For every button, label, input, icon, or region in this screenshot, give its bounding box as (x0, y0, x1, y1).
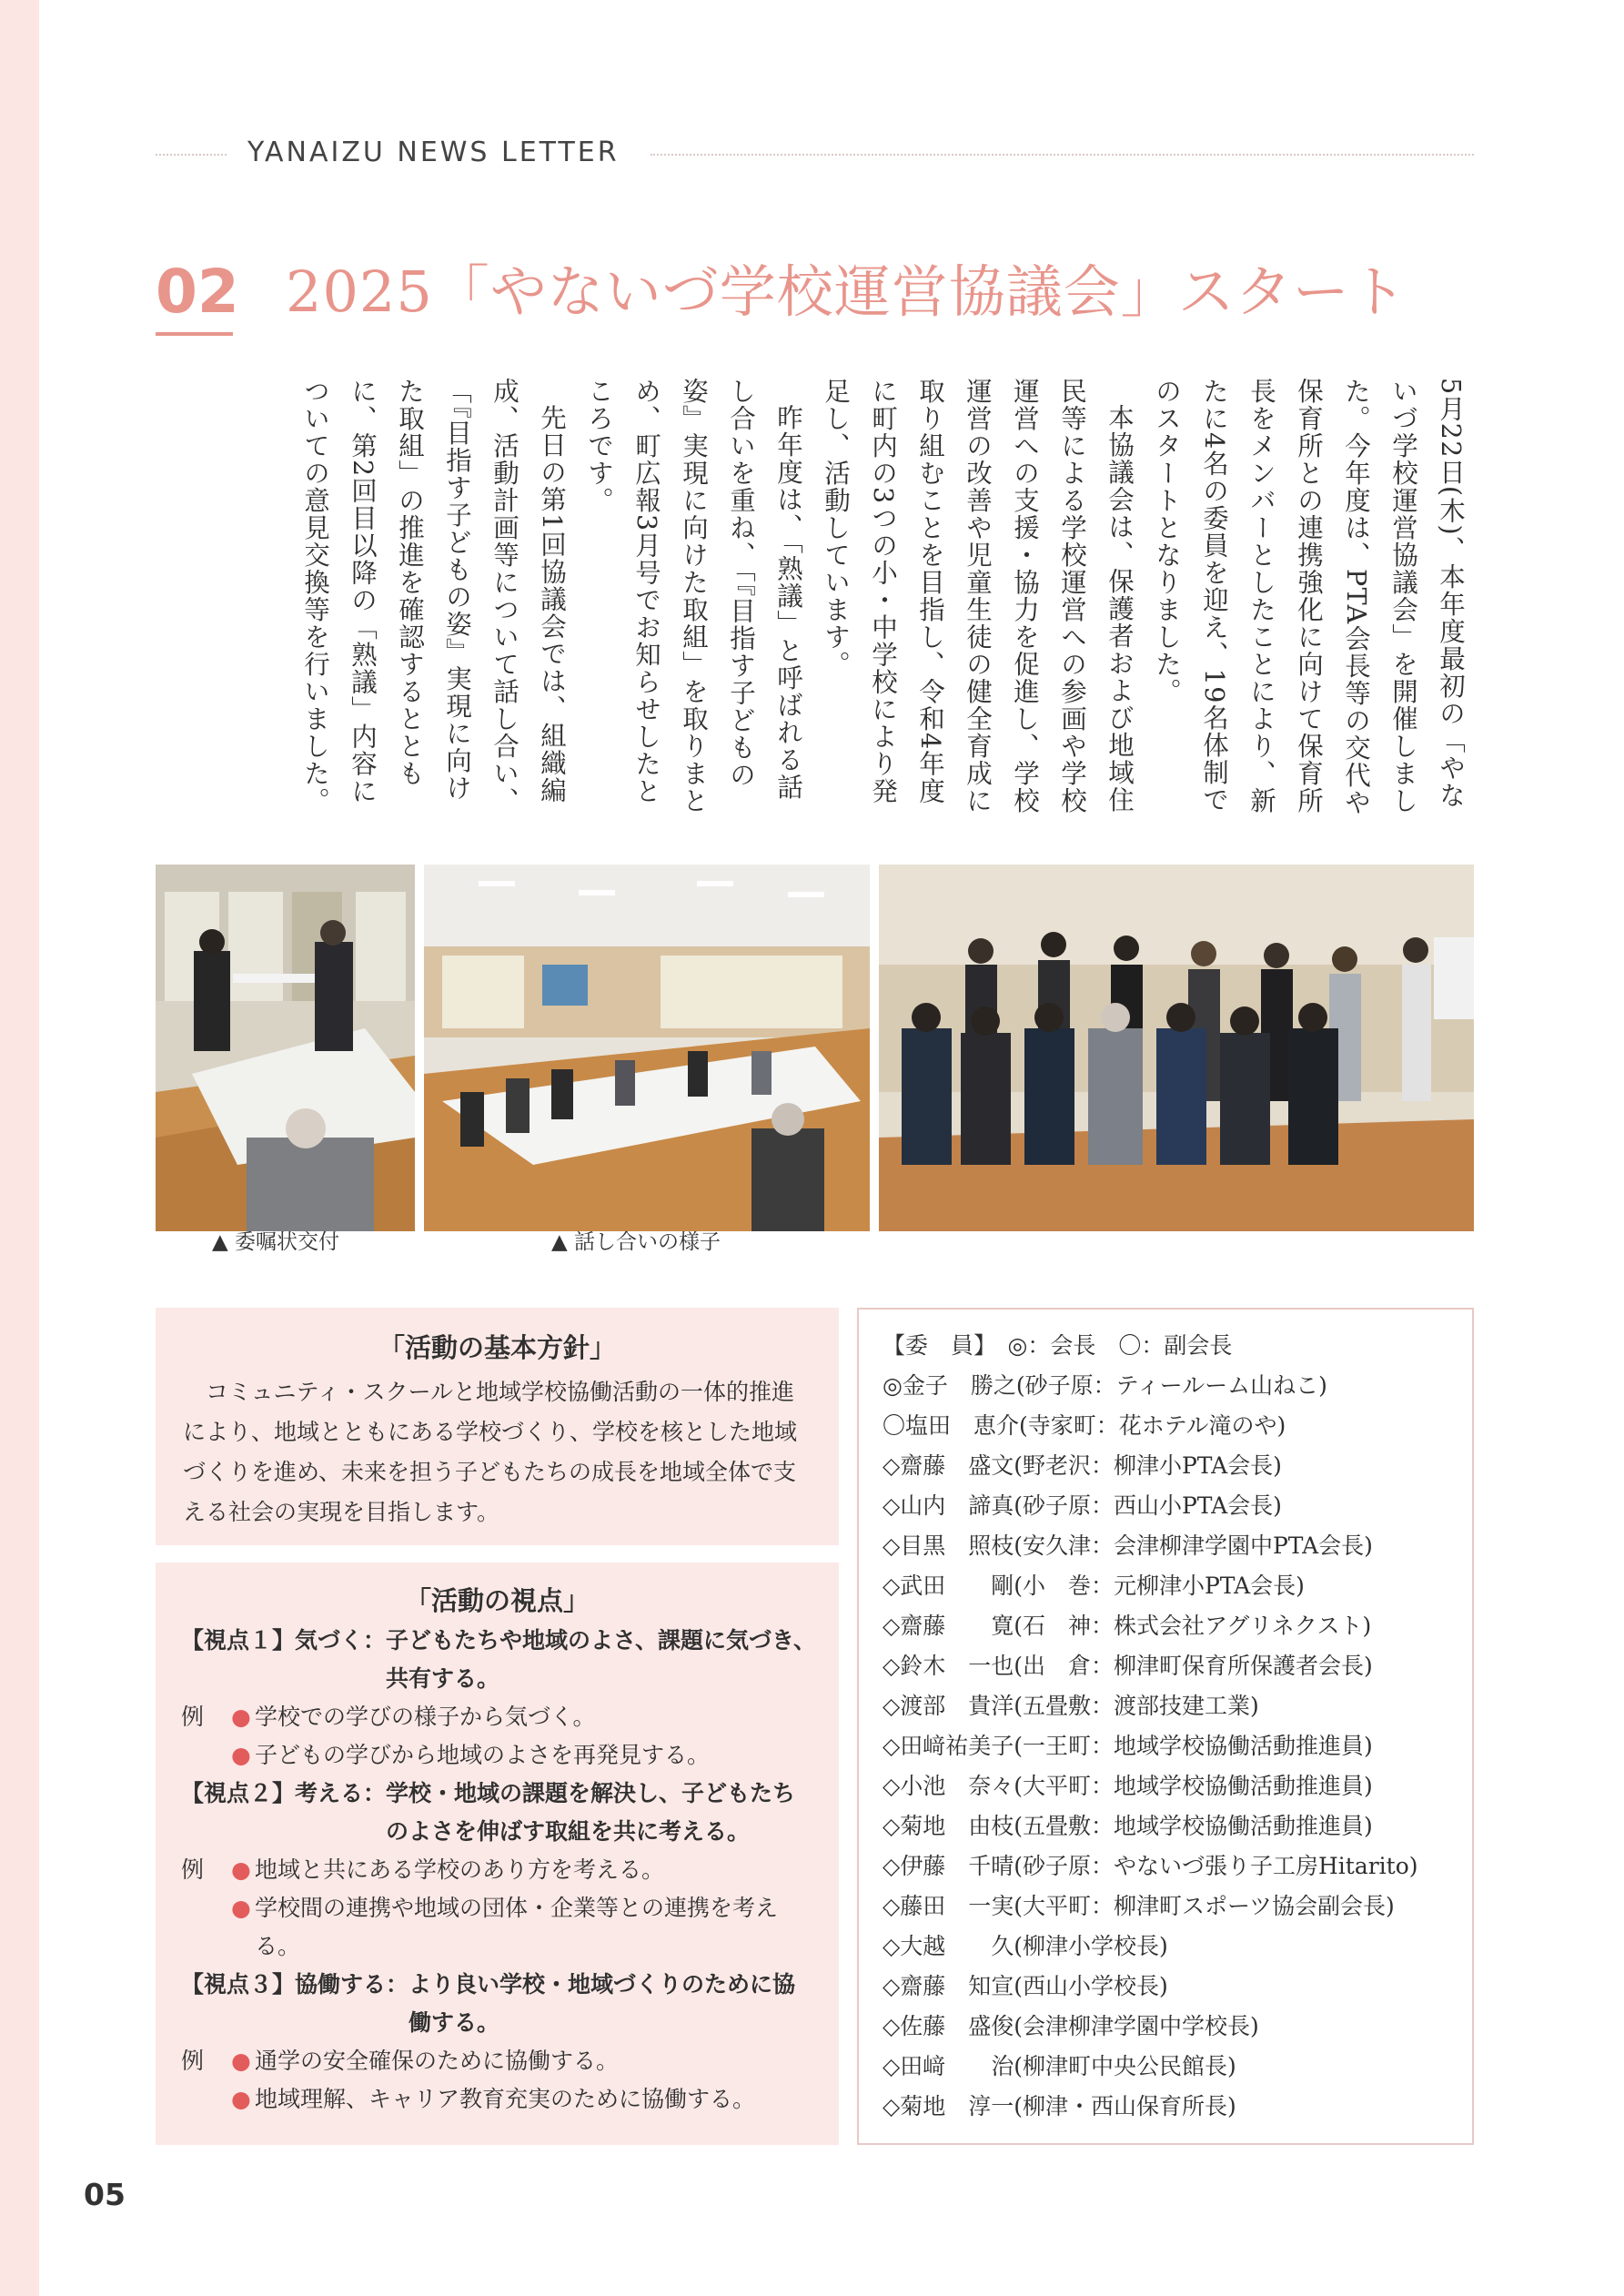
member-row: 〇塩田 恵介(寺家町：花ホテル滝のや) (883, 1412, 1286, 1439)
viewpoint-example (156, 1698, 839, 1736)
viewpoints-title: 「活動の視点」 (404, 1585, 590, 1616)
member-row: ◇齋藤 寛(石 神：株式会社アグリネクスト) (883, 1613, 1372, 1639)
example-text: 地域理解、キャリア教育充実のために協働する。 (255, 2086, 756, 2112)
viewpoint-text: 学校・地域の課題を解決し、子どもたちのよさを伸ばす取組を共に考える。 (386, 1780, 796, 1845)
bullet-icon: ● (231, 2048, 251, 2074)
member-row: ◇小池 奈々(大平町：地域学校協働活動推進員) (883, 1773, 1373, 1799)
viewpoints-panel (156, 1563, 839, 2145)
basic-policy-panel (156, 1308, 839, 1545)
bullet-icon: ● (231, 1742, 251, 1768)
member-row: ◇齋藤 盛文(野老沢：柳津小PTA会長) (883, 1452, 1282, 1479)
section-title: 2025「やないづ学校運営協議会」スタート (286, 258, 1407, 325)
member-row: ◇菊地 淳一(柳津・西山保育所長) (883, 2093, 1236, 2119)
header-rule-left (156, 154, 227, 156)
photo-caption-commission: ▲ 委嘱状交付 (212, 1230, 339, 1254)
page-number: 05 (84, 2177, 126, 2212)
viewpoint-example (156, 1736, 839, 1775)
member-row: ◇渡部 貴洋(五畳敷：渡部技建工業) (883, 1693, 1259, 1719)
viewpoint-3 (156, 1966, 839, 2042)
example-text: 子どもの学びから地域のよさを再発見する。 (255, 1742, 711, 1768)
article-paragraph: 先日の第1回協議会では、組織編成、活動計画等について話し合い、「『目指す子どもの姿』実現に向けた取組」の推進を確認するとともに、第2回目以降の「熟議」内容についての意見交換等を行いました。 (300, 378, 567, 814)
member-row: ◇目黒 照枝(安久津：会津柳津学園中PTA会長) (883, 1532, 1373, 1559)
article-body (150, 378, 1474, 824)
photo-group (879, 865, 1474, 1231)
basic-policy-title: 「活動の基本方針」 (378, 1332, 616, 1363)
viewpoint-example (156, 2080, 839, 2119)
article-paragraph: 昨年度は、「熟議」と呼ばれる話し合いを重ね、「『目指す子どもの姿』実現に向けた取組」を取りまとめ、町広報3月号でお知らせしたところです。 (584, 378, 803, 814)
example-text: 学校間の連携や地域の団体・企業等との連携を考える。 (255, 1895, 779, 1959)
viewpoint-text: より良い学校・地域づくりのために協働する。 (409, 1971, 796, 2036)
photo-discussion (424, 865, 870, 1231)
left-color-strip (0, 0, 39, 2296)
member-row: ◇伊藤 千晴(砂子原：やないづ張り子工房Hitarito) (883, 1853, 1418, 1879)
example-label: 例 (181, 1856, 205, 1883)
viewpoint-example (156, 1851, 839, 1889)
member-row: ◇大越 久(柳津小学校長) (883, 1933, 1168, 1959)
viewpoint-2 (156, 1775, 839, 1851)
article-paragraph: 本協議会は、保護者および地域住民等による学校運営への参画や学校運営への支援・協力を促進し、学校運営の改善や児童生徒の健全育成に取り組むことを目指し、令和4年度に町内の3つの小・中学校により発足し、活動しています。 (821, 378, 1135, 814)
viewpoint-example (156, 1889, 839, 1966)
viewpoint-label: 【視点２】考える： (181, 1780, 387, 1806)
members-list-box (857, 1308, 1474, 2145)
example-label: 例 (181, 2048, 205, 2074)
viewpoint-example (156, 2042, 839, 2080)
header-rule-right (651, 154, 1474, 156)
member-row: ◇田﨑祐美子(一王町：地域学校協働活動推進員) (883, 1733, 1373, 1759)
bullet-icon: ● (231, 1856, 251, 1883)
example-text: 地域と共にある学校のあり方を考える。 (255, 1856, 665, 1883)
example-text: 学校での学びの様子から気づく。 (255, 1704, 596, 1730)
member-row: ◇齋藤 知宣(西山小学校長) (883, 1973, 1168, 1999)
member-row: ◇鈴木 一也(出 倉：柳津町保育所保護者会長) (883, 1653, 1373, 1679)
viewpoint-text: 子どもたちや地域のよさ、課題に気づき、共有する。 (386, 1627, 817, 1692)
viewpoint-label: 【視点３】協働する： (181, 1971, 409, 1998)
member-row: ◇山内 諦真(砂子原：西山小PTA会長) (883, 1492, 1282, 1519)
member-row: ◎金子 勝之(砂子原：ティールーム山ねこ) (883, 1372, 1327, 1399)
section-number: 02 (156, 257, 239, 327)
viewpoint-label: 【視点１】気づく： (181, 1627, 387, 1654)
member-row: ◇藤田 一実(大平町：柳津町スポーツ協会副会長) (883, 1893, 1395, 1919)
bullet-icon: ● (231, 1895, 251, 1921)
example-label: 例 (181, 1704, 205, 1730)
member-row: ◇武田 剛(小 巻：元柳津小PTA会長) (883, 1573, 1305, 1599)
member-row: ◇田﨑 治(柳津町中央公民館長) (883, 2053, 1236, 2079)
viewpoint-1 (156, 1622, 839, 1698)
bullet-icon: ● (231, 1704, 251, 1730)
member-row: ◇佐藤 盛俊(会津柳津学園中学校長) (883, 2013, 1259, 2039)
members-header: 【委 員】 ◎：会長 〇：副会長 (883, 1332, 1233, 1359)
newsletter-header-title: YANAIZU NEWS LETTER (247, 137, 620, 168)
photo-commission-handover (156, 865, 415, 1231)
basic-policy-text: コミュニティ・スクールと地域学校協働活動の一体的推進により、地域とともにある学校づくり、学校を核とした地域づくりを進め、未来を担う子どもたちの成長を地域全体で支える社会の実現を目指します。 (183, 1379, 798, 1525)
bullet-icon: ● (231, 2086, 251, 2112)
photo-caption-discussion: ▲ 話し合いの様子 (551, 1230, 721, 1254)
example-text: 通学の安全確保のために協働する。 (255, 2048, 620, 2074)
section-number-underline (156, 332, 233, 336)
article-paragraph: 5月22日(木)、本年度最初の「やないづ学校運営協議会」を開催しました。今年度は、PTA会長等の交代や保育所との連携強化に向けて保育所長をメンバーとしたことにより、新たに4名の委員を迎え、19名体制でのスタートとなりました。 (1152, 378, 1466, 816)
member-row: ◇菊地 由枝(五畳敷：地域学校協働活動推進員) (883, 1813, 1373, 1839)
